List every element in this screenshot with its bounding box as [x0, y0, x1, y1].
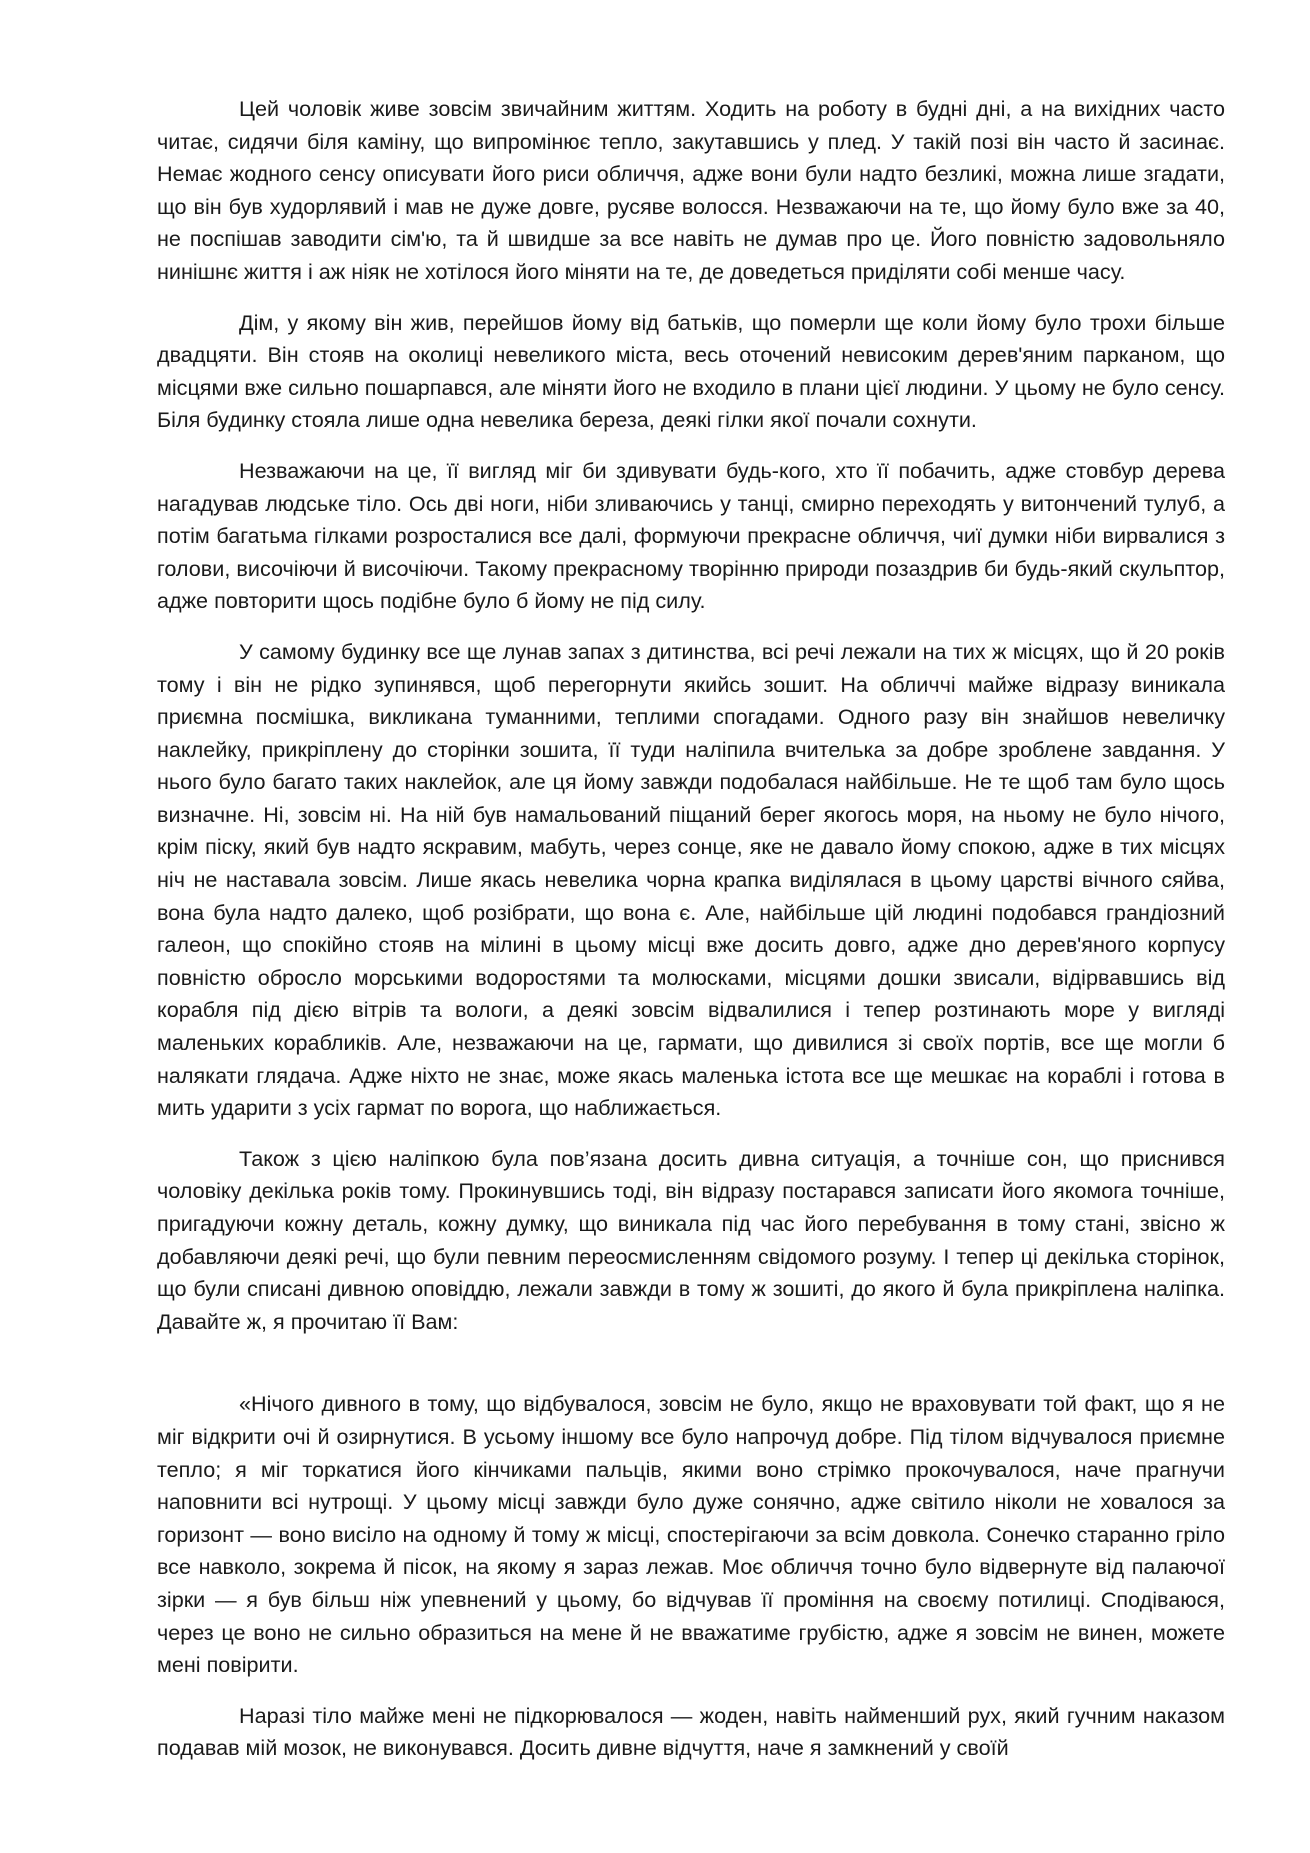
paragraph-1: Цей чоловік живе зовсім звичайним життям. Ходить на роботу в будні дні, а на вихідних часто читає, сидячи біля каміну, що випромінює тепло, закутавшись у плед. У такій позі він часто й засинає. Немає жодного сенсу описувати його риси обличчя, адже вони були надто безликі, можна лише згадати, що він був худорлявий і мав не дуже довге, русяве волосся. Незважаючи на те, що йому було вже за 40, не поспішав заводити сім'ю, та й швидше за все навіть не думав про це. Його повністю задовольняло нинішнє життя і аж ніяк не хотілося його міняти на те, де доведеться приділяти собі менше часу. — [157, 96, 1225, 284]
document-body — [157, 93, 1225, 1783]
paragraph-7: Наразі тіло майже мені не підкорювалося — жоден, навіть найменший рух, який гучним наказом подавав мій мозок, не виконувався. Досить дивне відчуття, наче я замкнений у своїй — [157, 1702, 1225, 1761]
paragraph-4: У самому будинку все ще лунав запах з дитинства, всі речі лежали на тих ж місцях, що й 20 років тому і він не рідко зупинявся, щоб перегорнути якийсь зошит. На обличчі майже відразу виникала приємна посмішка, викликана туманними, теплими спогадами. Одного разу він знайшов невеличку наклейку, прикріплену до сторінки зошита, її туди наліпила вчителька за добре зроблене завдання. У нього було багато таких наклейок, але ця йому завжди подобалася найбільше. Не те щоб там було щось визначне. Ні, зовсім ні. На ній був намальований піщаний берег якогось моря, на ньому не було нічого, крім піску, який був надто яскравим, мабуть, через сонце, яке не давало йому спокою, адже в тих місцях ніч не наставала зовсім. Лише якась невелика чорна крапка виділялася в цьому царстві вічного сяйва, вона була надто далеко, щоб розібрати, що вона є. Але, найбільше цій людині подобався грандіозний галеон, що спокійно стояв на мілині в цьому місці вже досить довго, адже дно дерев'яного корпусу повністю обросло морськими водоростями та молюсками, місцями дошки звисали, відірвавшись від корабля під дією вітрів та вологи, а деякі зовсім відвалилися і тепер розтинають море у вигляді маленьких корабликів. Але, незважаючи на це, гармати, що дивилися зі своїх портів, все ще могли б налякати глядача. Адже ніхто не знає, може якась маленька істота все ще мешкає на кораблі і готова в мить ударити з усіх гармат по ворога, що наближається. — [157, 638, 1225, 1121]
paragraph-2: Дім, у якому він жив, перейшов йому від батьків, що померли ще коли йому було трохи більше двадцяти. Він стояв на околиці невеликого міста, весь оточений невисоким дерев'яним парканом, що місцями вже сильно пошарпався, але міняти його не входило в плани цієї людини. У цьому не було сенсу. Біля будинку стояла лише одна невелика береза, деякі гілки якої почали сохнути. — [157, 309, 1225, 433]
paragraph-6-quote: «Нічого дивного в тому, що відбувалося, зовсім не було, якщо не враховувати той факт, що я не міг відкрити очі й озирнутися. В усьому іншому все було напрочуд добре. Під тілом відчувалося приємне тепло; я міг торкатися його кінчиками пальців, якими воно стрімко прокочувалося, наче прагнучи наповнити всі нутрощі. У цьому місці завжди було дуже сонячно, адже світило ніколи не ховалося за горизонт — воно висіло на одному й тому ж місці, спостерігаючи за всім довкола. Сонечко старанно гріло все навколо, зокрема й пісок, на якому я зараз лежав. Моє обличчя точно було відвернуте від палаючої зірки — я був більш ніж упевнений у цьому, бо відчував її проміння на своєму потилиці. Сподіваюся, через це воно не сильно образиться на мене й не вважатиме грубістю, адже я зовсім не винен, можете мені повірити. — [157, 1391, 1225, 1678]
paragraph-5: Також з цією наліпкою була пов’язана досить дивна ситуація, а точніше сон, що приснився чоловіку декілька років тому. Прокинувшись тоді, він відразу постарався записати його якомога точніше, пригадуючи кожну деталь, кожну думку, що виникала під час його перебування в тому стані, звісно ж добавляючи деякі речі, що були певним переосмисленням свідомого розуму. І тепер ці декілька сторінок, що були списані дивною оповіддю, лежали завжди в тому ж зошиті, до якого й була прикріплена наліпка. Давайте ж, я прочитаю її Вам: — [157, 1145, 1225, 1334]
paragraph-3: Незважаючи на це, її вигляд міг би здивувати будь-кого, хто її побачить, адже стовбур дерева нагадував людське тіло. Ось дві ноги, ніби зливаючись у танці, смирно переходять у витончений тулуб, а потім багатьма гілками розросталися все далі, формуючи прекрасне обличчя, чиї думки ніби вирвалися з голови, височіючи й височіючи. Такому прекрасному творінню природи позаздрив би будь-який скульптор, адже повторити щось подібне було б йому не під силу. — [157, 457, 1225, 614]
